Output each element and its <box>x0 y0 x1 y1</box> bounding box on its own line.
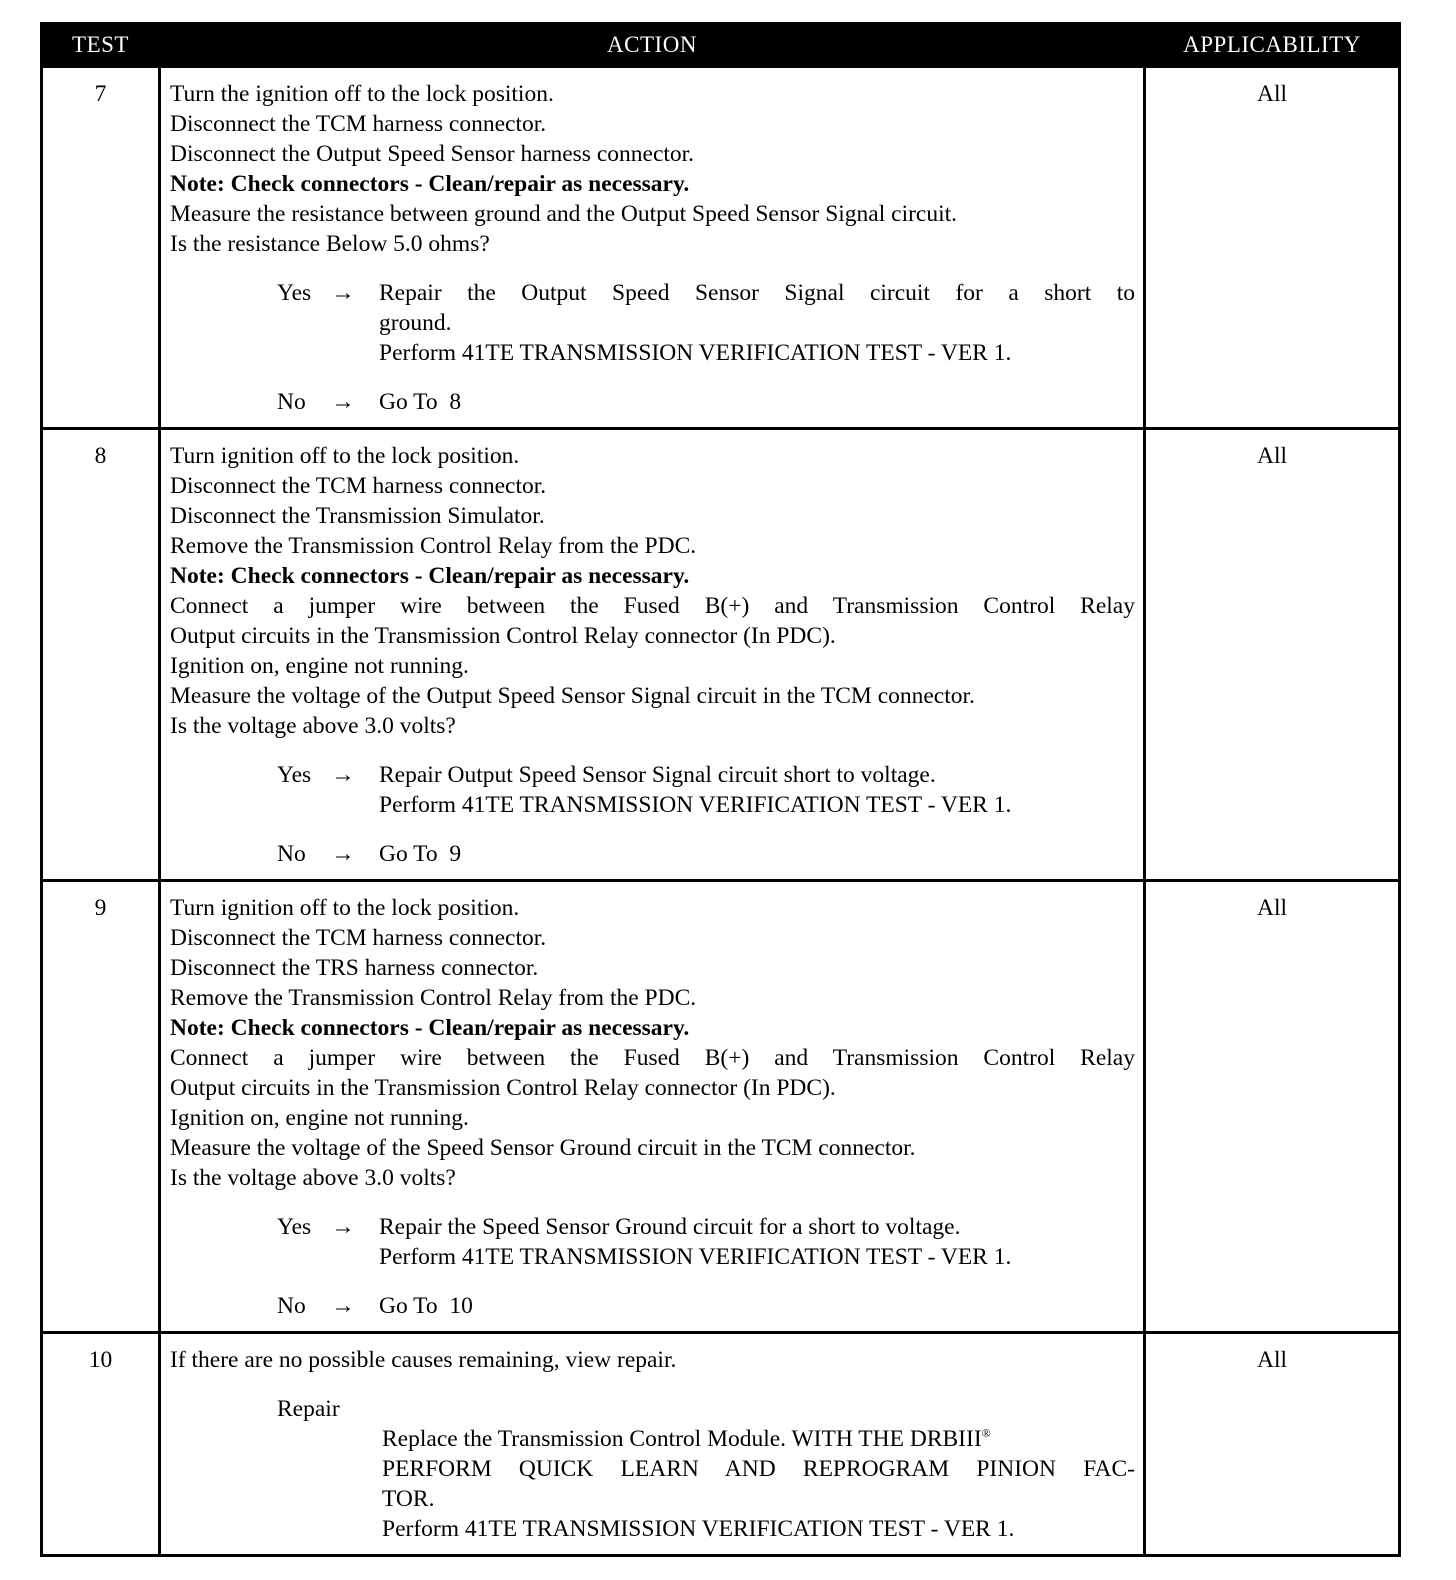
yes-label: Yes <box>277 1214 312 1240</box>
action-step: Turn the ignition off to the lock position. <box>170 81 554 107</box>
yes-result <box>379 278 1135 368</box>
yes-result-line: ground. <box>379 310 452 336</box>
yes-branch <box>170 278 1135 368</box>
action-step: Output circuits in the Transmission Control Relay connector (In PDC). <box>170 623 836 649</box>
action-question: Is the voltage above 3.0 volts? <box>170 713 456 739</box>
action-step: Ignition on, engine not running. <box>170 653 469 679</box>
yes-result <box>379 1212 1135 1272</box>
table-header-row <box>42 24 1400 67</box>
yes-result-line: Repair the Speed Sensor Ground circuit for a short to voltage. <box>379 1214 961 1240</box>
yes-branch <box>170 1212 1135 1272</box>
no-label: No <box>277 389 306 415</box>
repair-label: Repair <box>277 1396 340 1422</box>
repair-line: TOR. <box>382 1486 435 1512</box>
table-row <box>42 1333 1400 1556</box>
yes-result-line: Perform 41TE TRANSMISSION VERIFICATION TEST - VER 1. <box>379 792 1012 818</box>
diagnostic-test-table <box>40 22 1401 1557</box>
yes-result-line: Repair the Output Speed Sensor Signal circuit for a short to <box>379 280 1135 306</box>
yes-result <box>379 760 1135 820</box>
applicability-value: All <box>1145 1333 1400 1556</box>
test-number: 9 <box>42 881 160 1333</box>
action-step: Remove the Transmission Control Relay from the PDC. <box>170 985 697 1011</box>
action-note: Note: Check connectors - Clean/repair as necessary. <box>170 1015 690 1041</box>
repair-line <box>382 1424 1135 1454</box>
no-result: Go To 9 <box>379 841 462 867</box>
applicability-value: All <box>1145 429 1400 881</box>
header-test: TEST <box>42 24 160 67</box>
action-question: Is the voltage above 3.0 volts? <box>170 1165 456 1191</box>
action-cell <box>160 1333 1145 1556</box>
table-row <box>42 67 1400 429</box>
repair-line: Perform 41TE TRANSMISSION VERIFICATION TEST - VER 1. <box>382 1516 1015 1542</box>
action-step: Measure the voltage of the Output Speed Sensor Signal circuit in the TCM connector. <box>170 683 975 709</box>
action-step: Disconnect the TRS harness connector. <box>170 955 539 981</box>
action-step: Measure the resistance between ground and the Output Speed Sensor Signal circuit. <box>170 201 958 227</box>
yes-result-line: Perform 41TE TRANSMISSION VERIFICATION TEST - VER 1. <box>379 340 1012 366</box>
right-arrow-icon: → <box>331 841 355 867</box>
yes-result-line: Repair Output Speed Sensor Signal circuit short to voltage. <box>379 762 936 788</box>
test-number: 8 <box>42 429 160 881</box>
repair-result <box>170 1424 1135 1544</box>
action-step: Disconnect the Transmission Simulator. <box>170 503 545 529</box>
right-arrow-icon: → <box>331 1214 355 1240</box>
action-step: Measure the voltage of the Speed Sensor Ground circuit in the TCM connector. <box>170 1135 916 1161</box>
action-note: Note: Check connectors - Clean/repair as necessary. <box>170 563 690 589</box>
yes-result-line: Perform 41TE TRANSMISSION VERIFICATION TEST - VER 1. <box>379 1244 1012 1270</box>
applicability-value: All <box>1145 881 1400 1333</box>
header-action: ACTION <box>160 24 1145 67</box>
action-cell <box>160 881 1145 1333</box>
repair-line-text: Replace the Transmission Control Module. WITH THE DRBIII <box>382 1426 982 1452</box>
table-row <box>42 429 1400 881</box>
action-step: Disconnect the TCM harness connector. <box>170 473 547 499</box>
registered-mark: ® <box>981 1426 991 1440</box>
action-step: Turn ignition off to the lock position. <box>170 895 520 921</box>
yes-label: Yes <box>277 762 312 788</box>
right-arrow-icon: → <box>331 389 355 415</box>
no-result: Go To 10 <box>379 1293 473 1319</box>
action-step: Output circuits in the Transmission Control Relay connector (In PDC). <box>170 1075 836 1101</box>
no-branch <box>170 1291 1135 1321</box>
yes-label: Yes <box>277 280 312 306</box>
test-number: 10 <box>42 1333 160 1556</box>
header-applicability: APPLICABILITY <box>1145 24 1400 67</box>
action-step: Remove the Transmission Control Relay from the PDC. <box>170 533 697 559</box>
yes-branch <box>170 760 1135 820</box>
right-arrow-icon: → <box>331 1293 355 1319</box>
table-row <box>42 881 1400 1333</box>
right-arrow-icon: → <box>331 280 355 306</box>
action-question: Is the resistance Below 5.0 ohms? <box>170 231 490 257</box>
action-step: Disconnect the Output Speed Sensor harness connector. <box>170 141 695 167</box>
action-step: Connect a jumper wire between the Fused B(+) and Transmission Control Relay <box>170 593 1135 619</box>
right-arrow-icon: → <box>331 762 355 788</box>
no-label: No <box>277 841 306 867</box>
no-result: Go To 8 <box>379 389 462 415</box>
no-branch <box>170 387 1135 417</box>
repair-line: PERFORM QUICK LEARN AND REPROGRAM PINION FAC- <box>382 1456 1135 1482</box>
action-step: Ignition on, engine not running. <box>170 1105 469 1131</box>
action-step: If there are no possible causes remaining, view repair. <box>170 1347 677 1373</box>
action-step: Disconnect the TCM harness connector. <box>170 111 547 137</box>
action-step: Disconnect the TCM harness connector. <box>170 925 547 951</box>
action-step: Connect a jumper wire between the Fused B(+) and Transmission Control Relay <box>170 1045 1135 1071</box>
action-note: Note: Check connectors - Clean/repair as necessary. <box>170 171 690 197</box>
action-step: Turn ignition off to the lock position. <box>170 443 520 469</box>
no-branch <box>170 839 1135 869</box>
no-label: No <box>277 1293 306 1319</box>
test-number: 7 <box>42 67 160 429</box>
action-cell <box>160 67 1145 429</box>
applicability-value: All <box>1145 67 1400 429</box>
action-cell <box>160 429 1145 881</box>
